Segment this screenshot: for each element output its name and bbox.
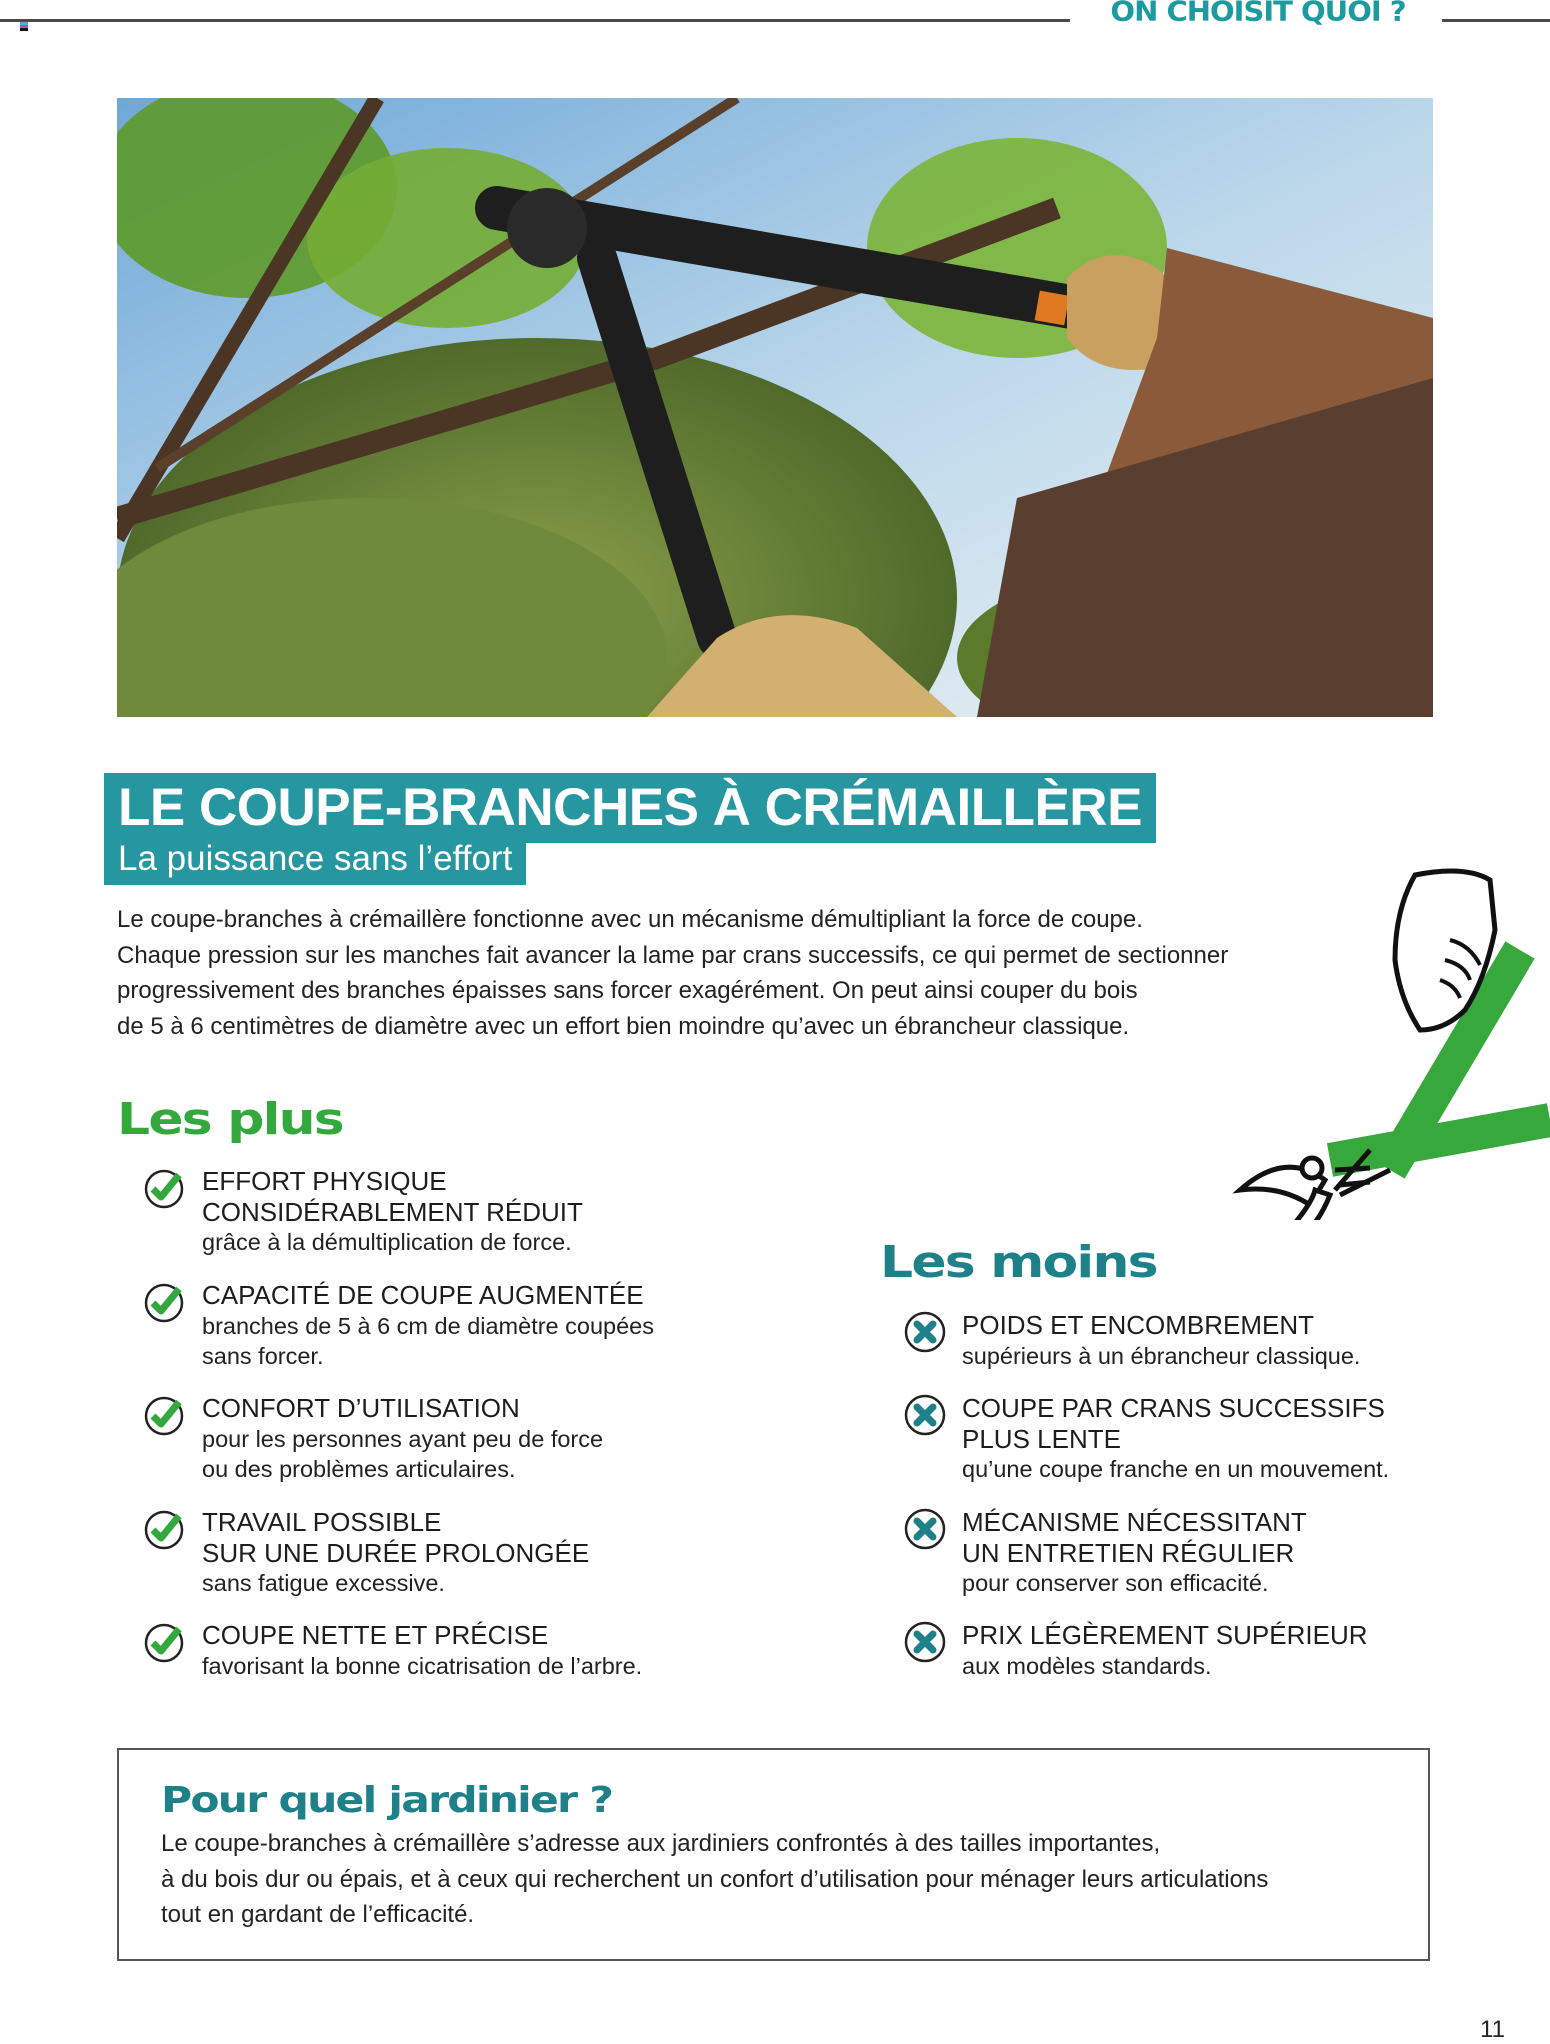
cons-heading: Les moins xyxy=(880,1237,1157,1288)
page-number: 11 xyxy=(1480,2016,1505,2043)
item-description: ou des problèmes articulaires. xyxy=(202,1456,516,1482)
item-description: qu’une coupe franche en un mouvement. xyxy=(962,1456,1390,1482)
intro-line: de 5 à 6 centimètres de diamètre avec un effort bien moindre qu’avec un ébrancheur classique. xyxy=(117,1012,1130,1040)
item-title: MÉCANISME NÉCESSITANT xyxy=(962,1507,1307,1537)
item-text xyxy=(202,1280,654,1372)
item-description: pour les personnes ayant peu de force xyxy=(202,1425,604,1452)
cross-icon xyxy=(903,1310,947,1354)
cross-icon xyxy=(903,1507,947,1551)
intro-line: progressivement des branches épaisses sans forcer exagérément. On peut ainsi couper du bois xyxy=(117,977,1138,1004)
page-subtitle: La puissance sans l’effort xyxy=(104,837,526,885)
item-title: COUPE NETTE ET PRÉCISE xyxy=(202,1620,549,1650)
lopper-illustration xyxy=(1200,850,1550,1225)
item-description: favorisant la bonne cicatrisation de l’arbre. xyxy=(202,1652,643,1679)
item-title: SUR UNE DURÉE PROLONGÉE xyxy=(202,1537,590,1568)
audience-text xyxy=(161,1826,1268,1933)
cross-icon xyxy=(903,1393,947,1437)
item-title: PLUS LENTE xyxy=(962,1423,1121,1454)
item-title: POIDS ET ENCOMBREMENT xyxy=(962,1310,1315,1340)
intro-line: Chaque pression sur les manches fait avancer la lame par crans successifs, ce qui permet de sectionner xyxy=(117,941,1229,969)
item-title: TRAVAIL POSSIBLE xyxy=(202,1507,442,1537)
item-text xyxy=(202,1507,589,1599)
item-title: PRIX LÉGÈREMENT SUPÉRIEUR xyxy=(962,1620,1368,1650)
item-title: COUPE PAR CRANS SUCCESSIFS xyxy=(962,1393,1385,1423)
item-text xyxy=(202,1620,642,1681)
intro-paragraph xyxy=(117,902,1317,1044)
page-title: LE COUPE-BRANCHES À CRÉMAILLÈRE xyxy=(104,773,1156,843)
section-tag: ON CHOISIT QUOI ? xyxy=(1078,0,1438,27)
print-marks xyxy=(20,22,28,31)
item-text xyxy=(202,1166,583,1258)
hero-photo-lopper-cutting-branch xyxy=(117,98,1433,717)
check-icon xyxy=(143,1393,187,1437)
pros-heading: Les plus xyxy=(117,1094,343,1145)
audience-line: tout en gardant de l’efficacité. xyxy=(161,1901,475,1928)
item-text xyxy=(962,1393,1389,1485)
item-title: CONFORT D’UTILISATION xyxy=(202,1393,520,1423)
header-rule-right xyxy=(1442,19,1550,22)
check-icon xyxy=(143,1507,187,1551)
item-description: grâce à la démultiplication de force. xyxy=(202,1229,572,1255)
audience-heading: Pour quel jardinier ? xyxy=(161,1780,613,1821)
item-description: pour conserver son efficacité. xyxy=(962,1570,1269,1596)
item-text xyxy=(202,1393,603,1485)
cross-icon xyxy=(903,1620,947,1664)
audience-line: à du bois dur ou épais, et à ceux qui recherchent un confort d’utilisation pour ménager leurs articulations xyxy=(161,1865,1269,1893)
check-icon xyxy=(143,1620,187,1664)
check-icon xyxy=(143,1280,187,1324)
item-title: EFFORT PHYSIQUE xyxy=(202,1166,447,1196)
item-text xyxy=(962,1507,1307,1599)
intro-line: Le coupe-branches à crémaillère fonctionne avec un mécanisme démultipliant la force de coupe. xyxy=(117,906,1143,933)
item-description: sans forcer. xyxy=(202,1343,324,1369)
check-icon xyxy=(143,1166,187,1210)
item-text xyxy=(962,1620,1368,1681)
item-description: supérieurs à un ébrancheur classique. xyxy=(962,1342,1361,1369)
item-title: UN ENTRETIEN RÉGULIER xyxy=(962,1537,1295,1568)
item-text xyxy=(962,1310,1360,1371)
item-description: aux modèles standards. xyxy=(962,1652,1212,1679)
header-rule-left xyxy=(0,19,1070,22)
item-description: sans fatigue excessive. xyxy=(202,1570,445,1596)
item-title: CAPACITÉ DE COUPE AUGMENTÉE xyxy=(202,1280,644,1310)
item-description: branches de 5 à 6 cm de diamètre coupées xyxy=(202,1312,654,1339)
item-title: CONSIDÉRABLEMENT RÉDUIT xyxy=(202,1196,583,1227)
audience-line: Le coupe-branches à crémaillère s’adresse aux jardiniers confrontés à des tailles importantes, xyxy=(161,1830,1161,1857)
